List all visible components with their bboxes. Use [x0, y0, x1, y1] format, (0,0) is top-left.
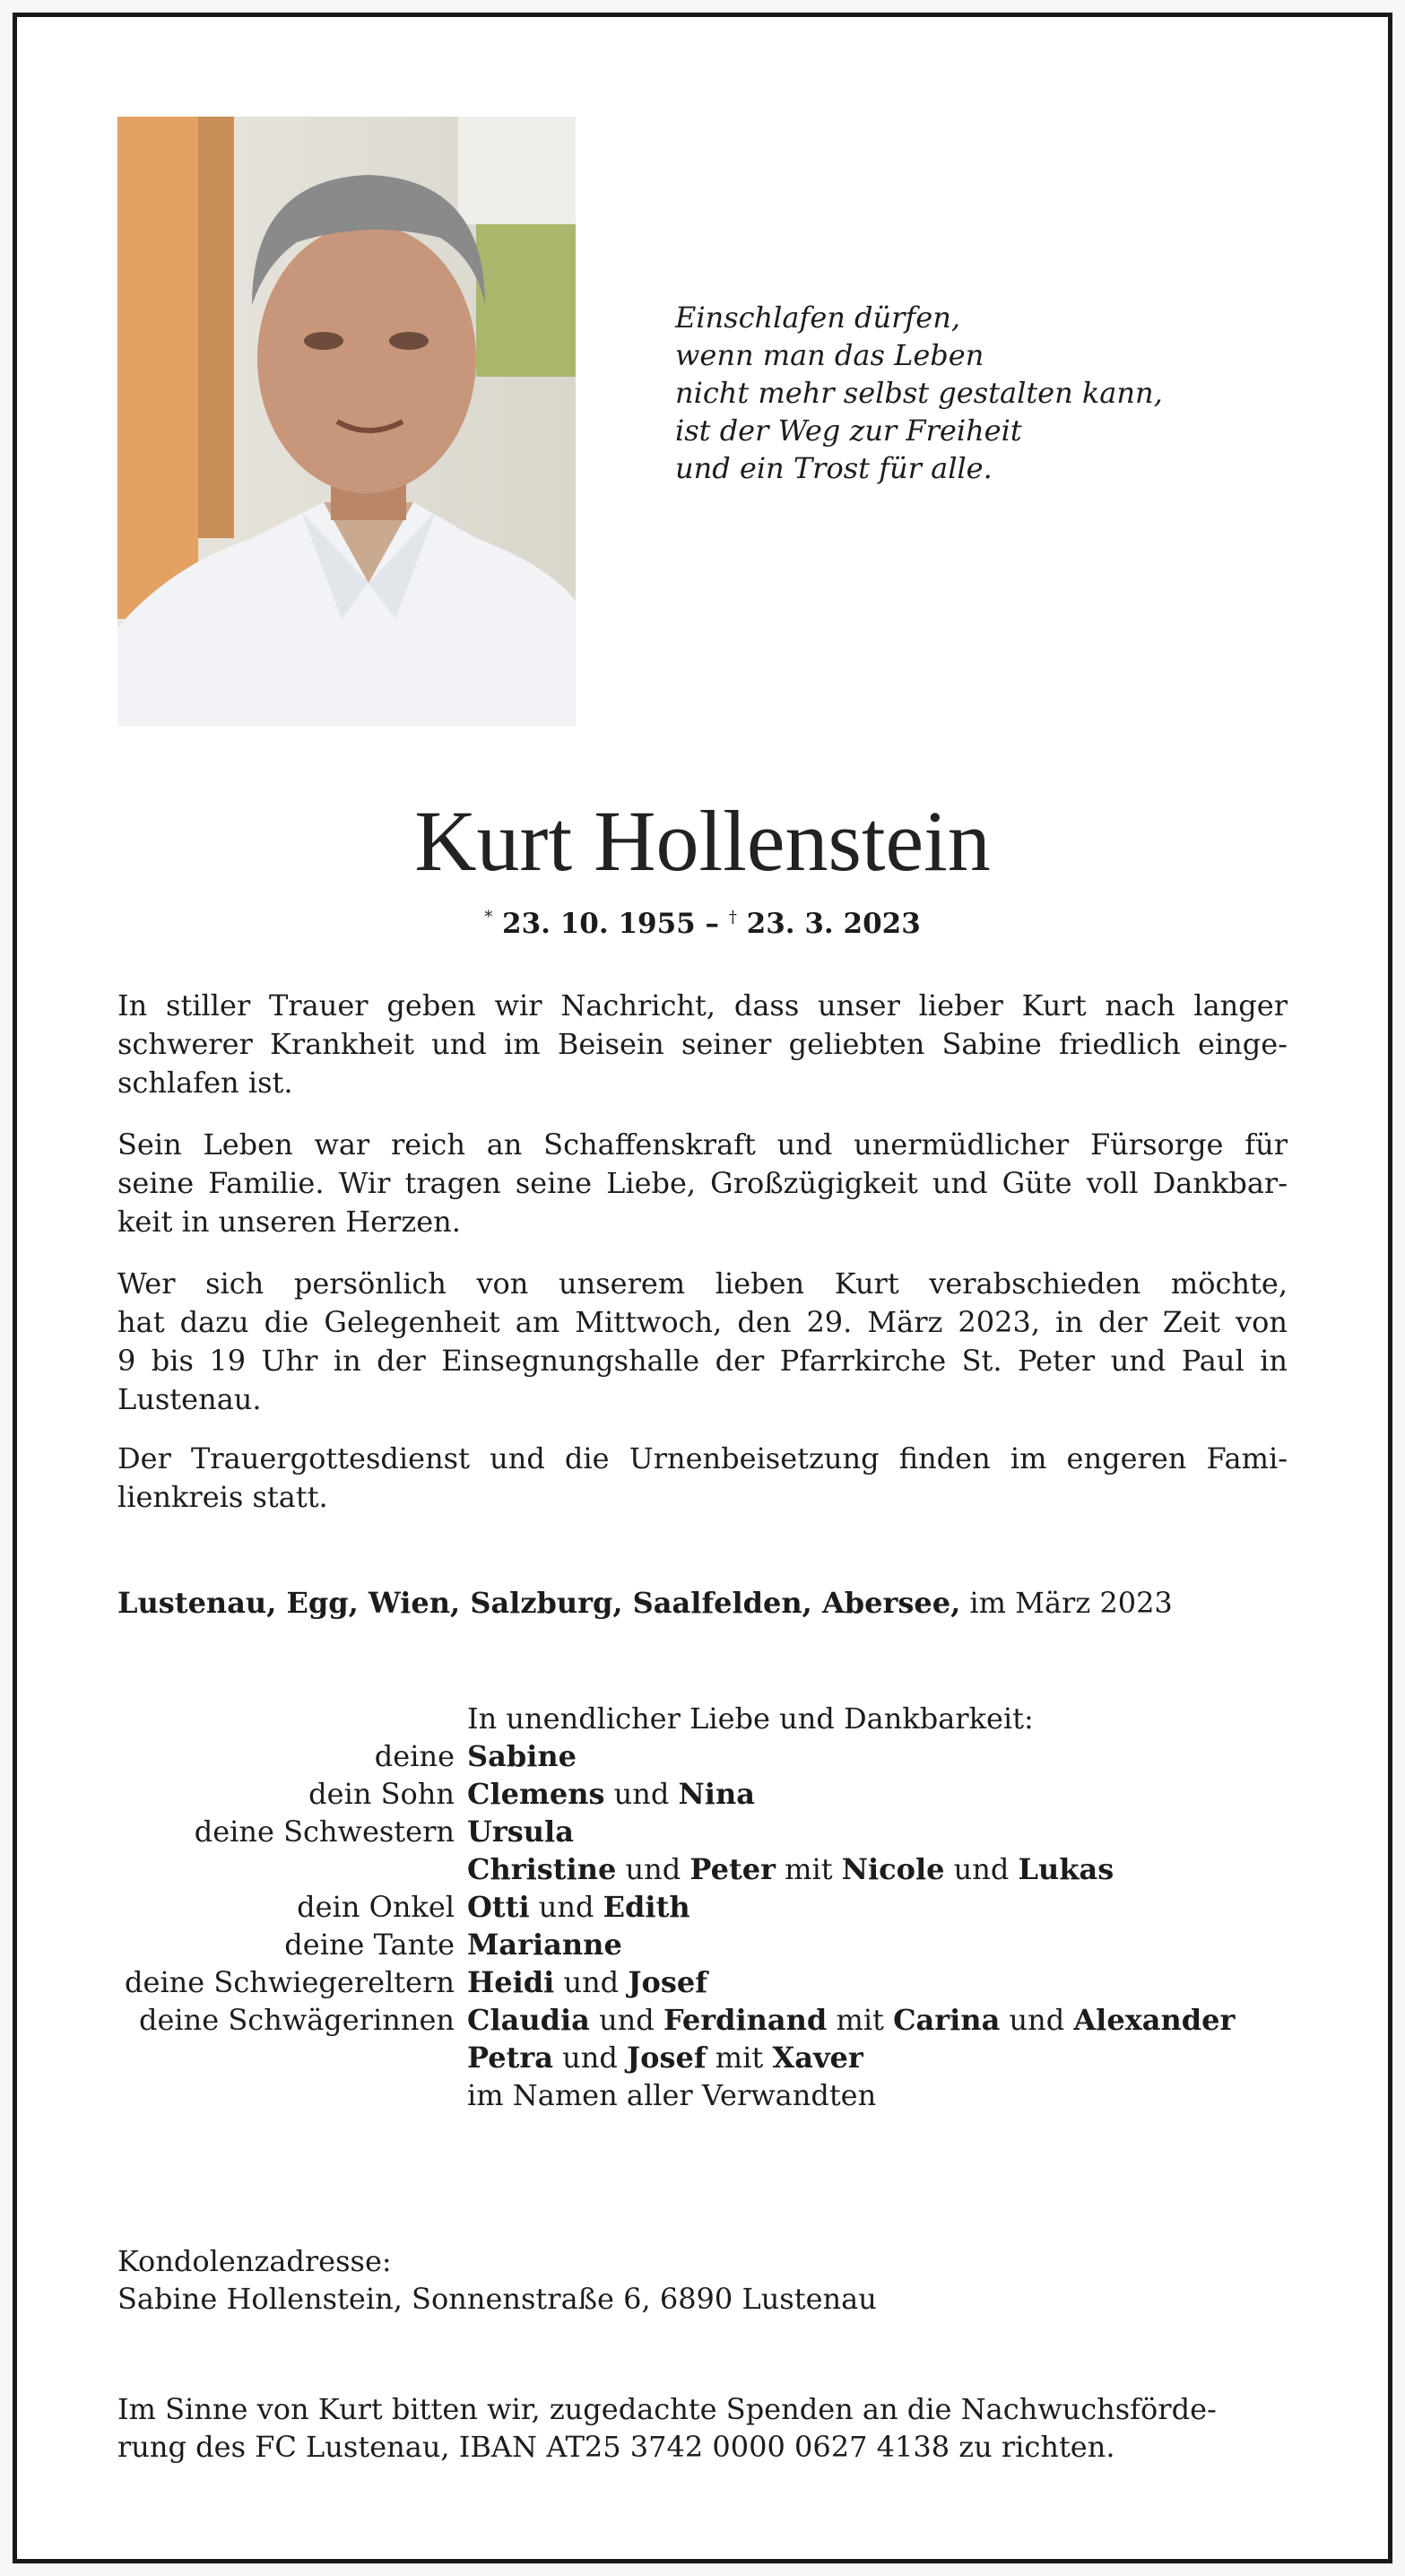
life-dates: [0, 908, 1405, 940]
family-member-name: Christine: [467, 1852, 617, 1886]
family-names: [467, 2076, 876, 2114]
family-member-name: Alexander: [1073, 2003, 1236, 2037]
family-names: [467, 1926, 622, 1963]
family-member-name: Peter: [689, 1852, 776, 1886]
family-names: [467, 1963, 707, 2001]
family-row: [0, 1888, 1405, 1926]
text-line: 9 bis 19 Uhr in der Einsegnungshalle der Pfarrkirche St. Peter und Paul in: [117, 1344, 1288, 1378]
places-line: [117, 1586, 1173, 1620]
family-member-name: Petra: [467, 2041, 553, 2075]
family-connector: und: [554, 1965, 629, 1999]
paragraph-announcement: [117, 987, 1288, 1102]
family-member-name: Ferdinand: [663, 2003, 828, 2037]
condolence-block: [117, 2242, 877, 2318]
family-member-name: Josef: [626, 2041, 707, 2075]
family-connector: und: [529, 1890, 603, 1924]
family-relation: deine: [374, 1739, 455, 1773]
donation-line: Im Sinne von Kurt bitten wir, zugedachte Spenden an die Nachwuchsförde-: [117, 2392, 1217, 2426]
poem-line: Einschlafen dürfen,: [675, 300, 960, 335]
family-member-name: Nina: [678, 1777, 755, 1811]
family-row: [0, 1926, 1405, 1963]
family-connector: mit: [775, 1852, 842, 1886]
family-member-name: Ursula: [467, 1815, 574, 1849]
family-relation: deine Tante: [284, 1928, 455, 1962]
family-relation: dein Sohn: [308, 1777, 455, 1811]
text-line: lienkreis statt.: [117, 1480, 328, 1514]
family-member-name: Claudia: [467, 2003, 590, 2037]
family-row: [0, 1963, 1405, 2001]
family-connector: und: [604, 1777, 679, 1811]
family-names: [467, 1888, 690, 1926]
family-connector: und: [944, 1852, 1019, 1886]
family-member-name: Sabine: [467, 1739, 577, 1773]
family-member-name: Carina: [893, 2003, 1001, 2037]
family-names: [467, 2001, 1235, 2039]
family-member-name: Clemens: [467, 1777, 605, 1811]
family-intro-row: [0, 1700, 1405, 1737]
text-line: Sein Leben war reich an Schaffenskraft und unermüdlicher Fürsorge für: [117, 1127, 1288, 1162]
family-row: [0, 1850, 1405, 1888]
family-names: [467, 2039, 863, 2076]
family-row: [0, 2001, 1405, 2039]
family-member-name: Marianne: [467, 1928, 622, 1962]
paragraph-life: [117, 1126, 1288, 1241]
family-member-name: Nicole: [841, 1852, 945, 1886]
deceased-name: Kurt Hollenstein: [414, 793, 991, 889]
family-member-name: Lukas: [1018, 1852, 1114, 1886]
text-line: hat dazu die Gelegenheit am Mittwoch, den 29. März 2023, in der Zeit von: [117, 1305, 1288, 1339]
text-line: keit in unseren Herzen.: [117, 1205, 461, 1239]
family-relation: deine Schwestern: [194, 1815, 455, 1849]
poem: [675, 299, 1163, 487]
birth-symbol: *: [484, 908, 493, 927]
places-date: im März 2023: [960, 1586, 1173, 1620]
family-names: [467, 1813, 574, 1850]
text-line: In stiller Trauer geben wir Nachricht, dass unser lieber Kurt nach langer: [117, 988, 1288, 1023]
family-names: [467, 1775, 755, 1813]
family-relation: deine Schwiegereltern: [125, 1965, 455, 1999]
family-names: [467, 1737, 577, 1775]
birth-date: 23. 10. 1955: [502, 908, 696, 940]
family-row: [0, 1775, 1405, 1813]
family-row: [0, 1737, 1405, 1775]
family-connector: und: [589, 2003, 663, 2037]
paragraph-service: [117, 1440, 1288, 1517]
portrait-photo: [117, 117, 576, 727]
family-relation: deine Schwägerinnen: [138, 2003, 455, 2037]
condolence-label: Kondolenzadresse:: [117, 2244, 392, 2278]
family-member-name: Heidi: [467, 1965, 555, 1999]
paragraph-farewell: [117, 1265, 1288, 1419]
family-row: [0, 1813, 1405, 1850]
family-names: [467, 1850, 1114, 1888]
death-date: 23. 3. 2023: [746, 908, 921, 940]
condolence-address: Sabine Hollenstein, Sonnenstraße 6, 6890 Lustenau: [117, 2282, 877, 2316]
text-line: Wer sich persönlich von unserem lieben Kurt verabschieden möchte,: [117, 1266, 1288, 1301]
family-connector: und: [616, 1852, 690, 1886]
poem-line: nicht mehr selbst gestalten kann,: [675, 376, 1163, 410]
family-connector: und: [1000, 2003, 1074, 2037]
family-connector: im Namen aller Verwandten: [467, 2078, 877, 2112]
family-row: [0, 2039, 1405, 2076]
family-relation: dein Onkel: [297, 1890, 455, 1924]
text-line: schwerer Krankheit und im Beisein seiner geliebten Sabine friedlich einge-: [117, 1027, 1288, 1061]
family-member-name: Xaver: [772, 2041, 863, 2075]
poem-line: wenn man das Leben: [675, 338, 984, 372]
text-line: Der Trauergottesdienst und die Urnenbeisetzung finden im engeren Fami-: [117, 1441, 1288, 1475]
donation-line: rung des FC Lustenau, IBAN AT25 3742 0000 0627 4138 zu richten.: [117, 2430, 1115, 2464]
text-line: Lustenau.: [117, 1382, 262, 1416]
poem-line: ist der Weg zur Freiheit: [675, 413, 1022, 448]
text-line: schlafen ist.: [117, 1066, 293, 1100]
date-separator: –: [695, 908, 729, 940]
family-connector: mit: [706, 2041, 773, 2075]
family-connector: und: [552, 2041, 627, 2075]
donation-block: [117, 2390, 1217, 2466]
text-line: seine Familie. Wir tragen seine Liebe, Großzügigkeit und Güte voll Dankbar-: [117, 1166, 1288, 1200]
family-intro: In unendlicher Liebe und Dankbarkeit:: [467, 1701, 1034, 1736]
family-member-name: Josef: [628, 1965, 707, 1999]
family-connector: mit: [827, 2003, 894, 2037]
places-bold: Lustenau, Egg, Wien, Salzburg, Saalfelden, Abersee,: [117, 1586, 961, 1620]
family-member-name: Edith: [603, 1890, 690, 1924]
death-symbol: †: [728, 908, 737, 927]
poem-line: und ein Trost für alle.: [675, 451, 993, 485]
family-row: [0, 2076, 1405, 2114]
family-list: [0, 1700, 1405, 2114]
family-member-name: Otti: [467, 1890, 530, 1924]
